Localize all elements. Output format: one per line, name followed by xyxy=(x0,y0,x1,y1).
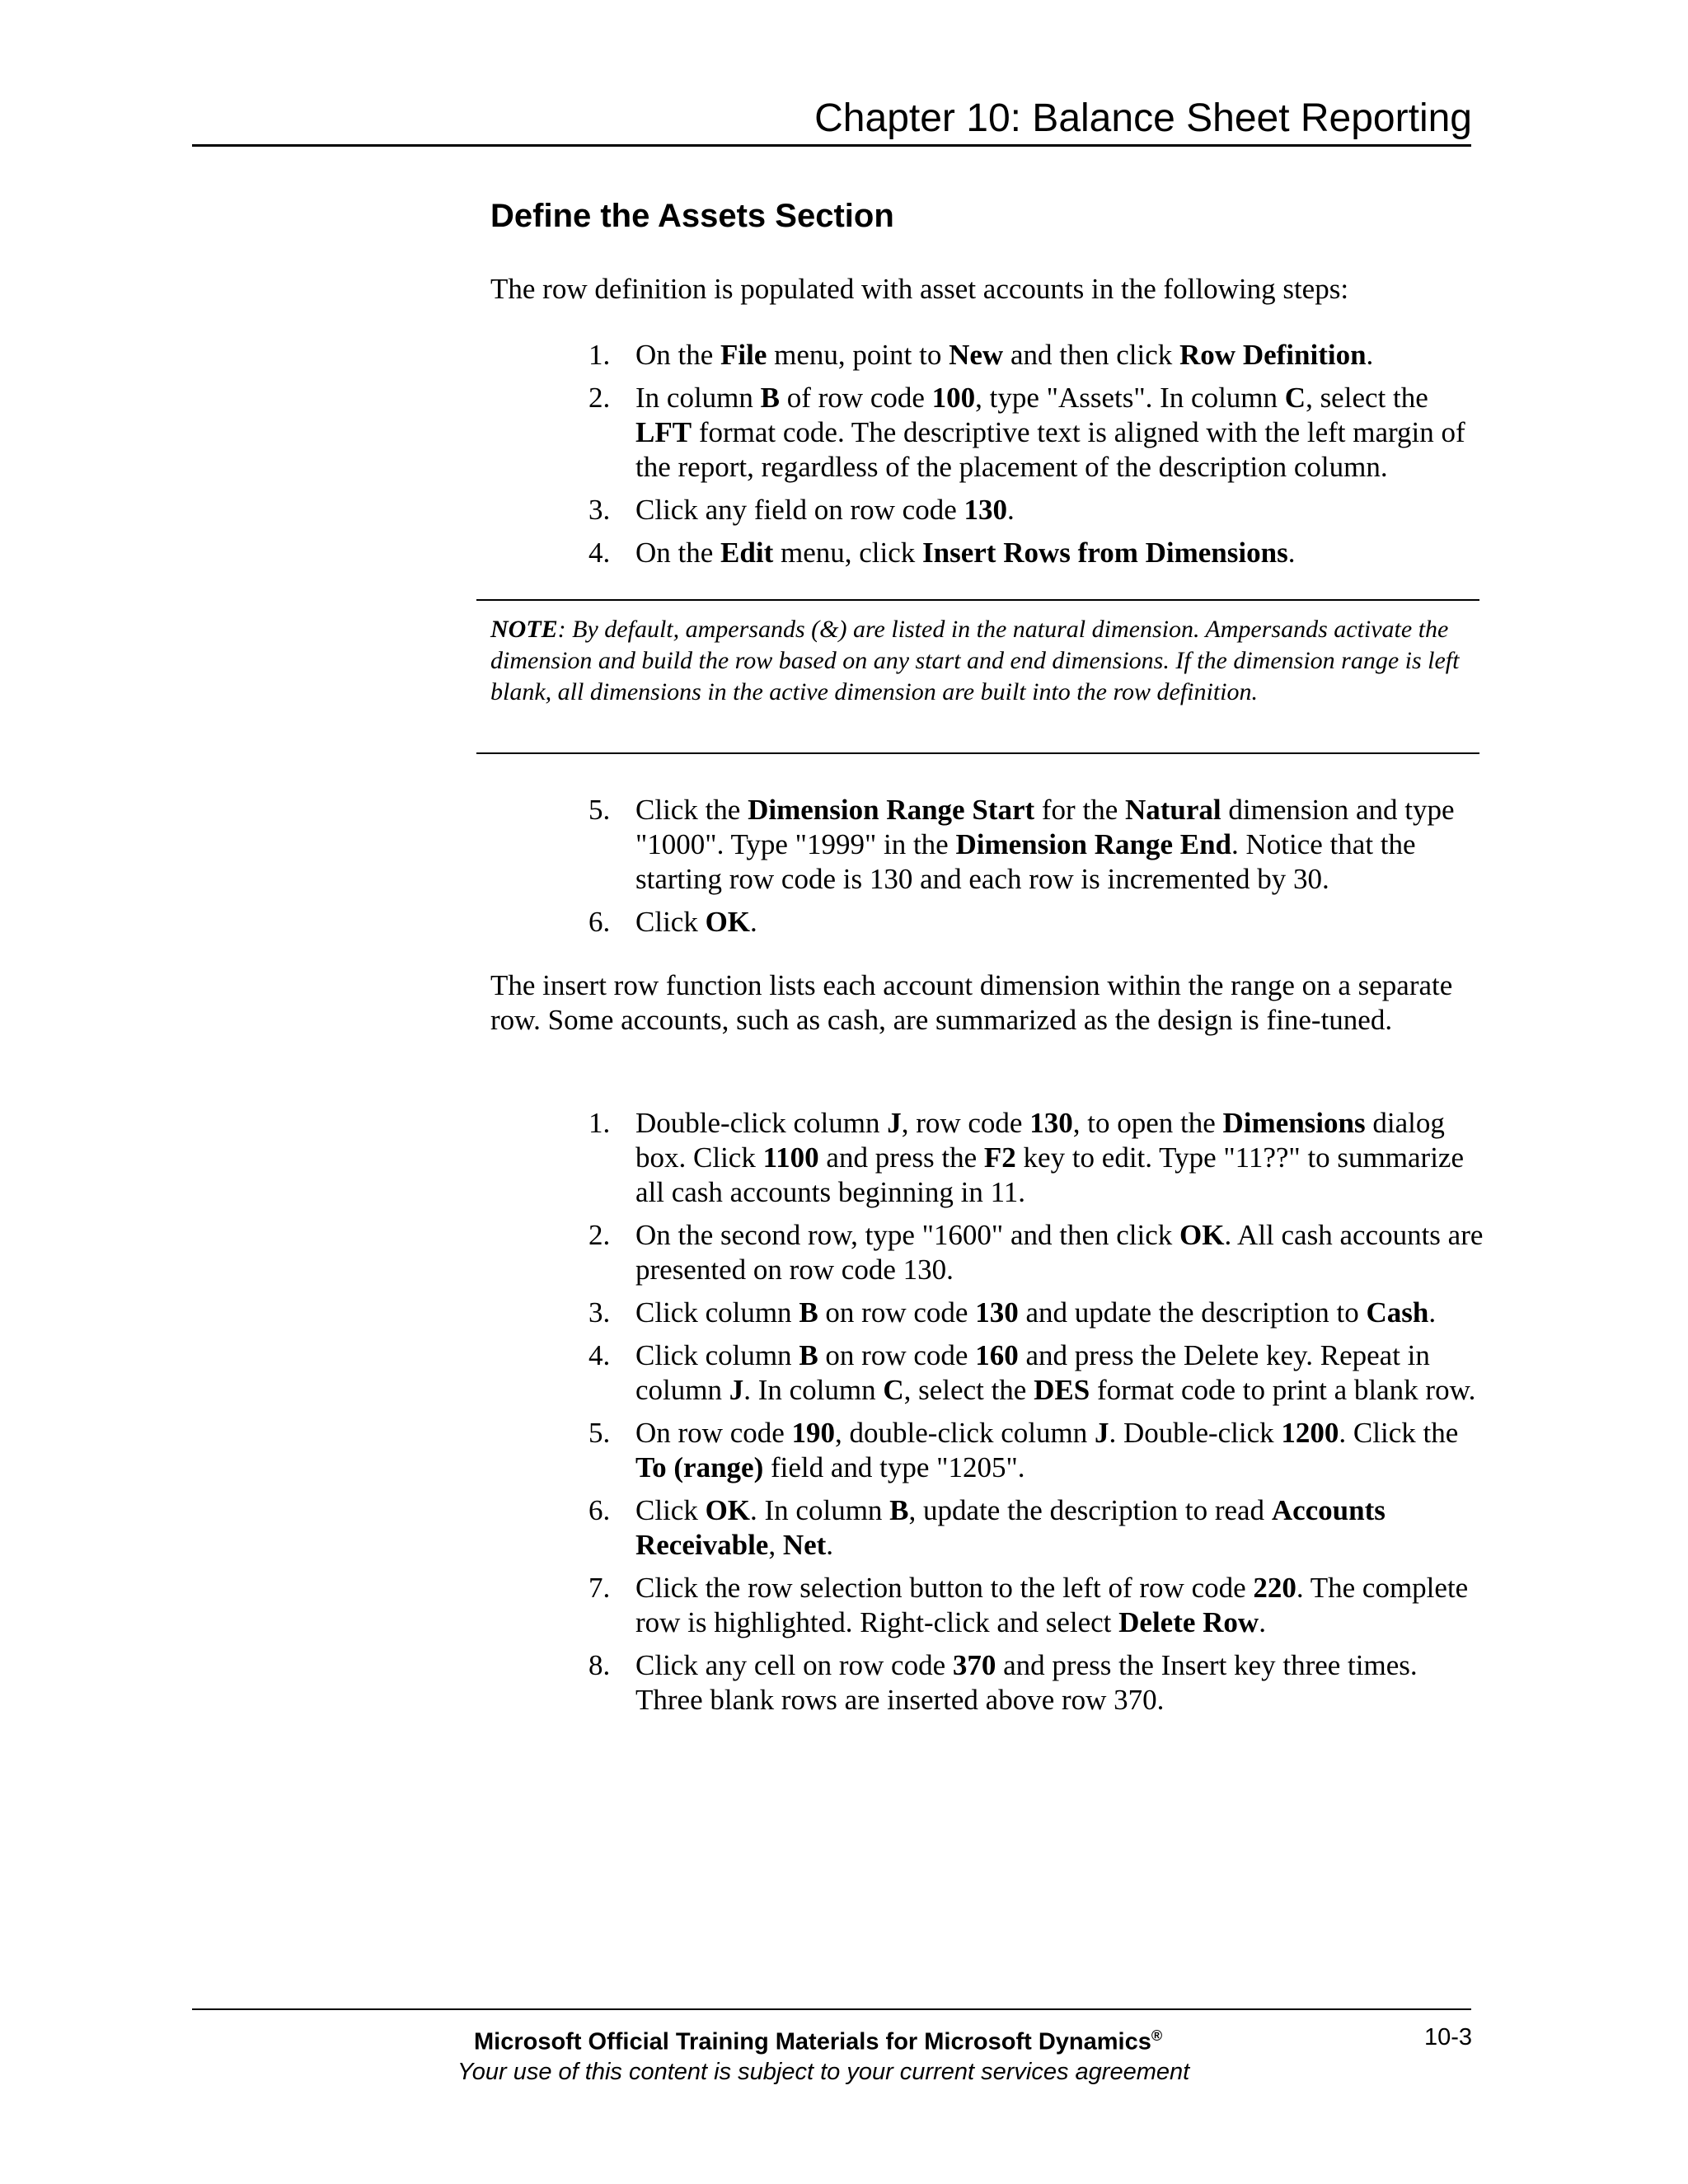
step-text-run: . In column xyxy=(750,1494,890,1526)
step-item xyxy=(579,905,1486,940)
step-text-run: On row code xyxy=(635,1417,792,1449)
step-text-run: , select the xyxy=(1306,382,1428,414)
step-text xyxy=(635,1649,1418,1716)
step-text xyxy=(635,1417,1458,1483)
step-text-run: dimension and type "1000". Type "1999" in the xyxy=(635,794,1455,860)
step-item xyxy=(579,1106,1486,1210)
note-label: NOTE xyxy=(490,616,558,643)
step-emphasis: Insert Rows from Dimensions xyxy=(922,537,1288,569)
step-emphasis: DES xyxy=(1034,1374,1090,1406)
step-emphasis: Dimension Range End xyxy=(955,828,1232,860)
step-text-run: dialog box. Click xyxy=(635,1107,1445,1174)
steps-list-part1 xyxy=(579,338,1486,579)
section-heading: Define the Assets Section xyxy=(490,198,894,234)
step-emphasis: 220 xyxy=(1253,1572,1296,1604)
step-emphasis: B xyxy=(760,382,780,414)
footer-title-text: Microsoft Official Training Materials for Microsoft Dynamics xyxy=(474,2028,1151,2055)
step-number: 1. xyxy=(588,339,611,371)
step-emphasis: OK xyxy=(705,906,751,938)
step-text-run: and press the Delete key. Repeat in column xyxy=(635,1339,1430,1406)
step-number: 4. xyxy=(588,537,611,569)
step-number: 2. xyxy=(588,382,611,414)
step-text-run: and press the Insert key three times. Three blank rows are inserted above row 370. xyxy=(635,1649,1418,1716)
step-text-run: . xyxy=(1428,1296,1437,1329)
step-text-run: . Click the xyxy=(1339,1417,1459,1449)
step-text-run: . xyxy=(1259,1606,1266,1638)
step-text-run: , update the description to read xyxy=(908,1494,1272,1526)
step-item xyxy=(579,1416,1486,1485)
step-emphasis: Cash xyxy=(1366,1296,1429,1329)
step-text-run: and update the description to xyxy=(1018,1296,1367,1329)
intro-paragraph: The row definition is populated with asset accounts in the following steps: xyxy=(490,273,1349,305)
step-emphasis: J xyxy=(729,1374,744,1406)
step-item xyxy=(579,1493,1486,1563)
page-number: 10-3 xyxy=(1423,2024,1472,2050)
step-text-run: , double-click column xyxy=(835,1417,1095,1449)
step-text-run: and then click xyxy=(1003,339,1180,371)
steps-list-part2 xyxy=(579,793,1486,948)
step-number: 6. xyxy=(588,1494,611,1526)
step-emphasis: 1100 xyxy=(762,1141,819,1174)
step-emphasis: OK xyxy=(1179,1219,1225,1251)
step-text-run: Click any field on row code xyxy=(635,494,964,526)
step-text-run: format code to print a blank row. xyxy=(1090,1374,1476,1406)
step-text-run: Click any cell on row code xyxy=(635,1649,953,1681)
step-emphasis: F2 xyxy=(983,1141,1016,1174)
step-text-run: field and type "1205". xyxy=(763,1451,1025,1483)
step-item xyxy=(579,338,1486,373)
step-emphasis: 100 xyxy=(931,382,976,414)
step-emphasis: Dimension Range Start xyxy=(748,794,1035,826)
step-item xyxy=(579,1571,1486,1640)
step-text-run: On the second row, type "1600" and then click xyxy=(635,1219,1180,1251)
step-number: 4. xyxy=(588,1339,611,1371)
step-text-run: Click column xyxy=(635,1339,799,1371)
step-emphasis: B xyxy=(799,1296,818,1329)
step-text xyxy=(635,1572,1468,1638)
step-text xyxy=(635,1296,1436,1329)
step-number: 7. xyxy=(588,1572,611,1604)
note-rule-top xyxy=(476,599,1479,601)
step-text-run: . In column xyxy=(743,1374,884,1406)
step-text-run: format code. The descriptive text is aligned with the left margin of the report, regardless of the placement of the description column. xyxy=(635,416,1465,483)
step-emphasis: Edit xyxy=(720,537,774,569)
step-emphasis: Delete Row xyxy=(1118,1606,1259,1638)
step-item xyxy=(579,1296,1486,1330)
step-emphasis: LFT xyxy=(635,416,692,448)
step-emphasis: Dimensions xyxy=(1222,1107,1366,1139)
note-rule-bottom xyxy=(476,752,1479,754)
step-emphasis: 130 xyxy=(975,1296,1019,1329)
step-text-run: . Notice that the starting row code is 130 and each row is incremented by 30. xyxy=(635,828,1416,895)
step-item xyxy=(579,381,1486,485)
step-emphasis: Net xyxy=(782,1529,827,1561)
step-text xyxy=(635,537,1295,569)
chapter-title: Chapter 10: Balance Sheet Reporting xyxy=(814,96,1472,140)
step-emphasis: 1200 xyxy=(1281,1417,1339,1449)
step-text-run: Click the row selection button to the left of row code xyxy=(635,1572,1254,1604)
step-emphasis: Accounts Receivable xyxy=(635,1494,1386,1561)
step-text-run: menu, point to xyxy=(767,339,950,371)
step-item xyxy=(579,1218,1486,1287)
step-text xyxy=(635,1107,1464,1208)
step-text-run: Click column xyxy=(635,1296,799,1329)
step-text xyxy=(635,1339,1475,1406)
step-number: 2. xyxy=(588,1219,611,1251)
step-number: 3. xyxy=(588,494,611,526)
step-text-run: , to open the xyxy=(1072,1107,1223,1139)
step-text-run: Click xyxy=(635,906,706,938)
summary-paragraph: The insert row function lists each account dimension within the range on a separate row. Some accounts, such as cash, are summarized as the design is fine-tuned. xyxy=(490,969,1453,1036)
step-emphasis: C xyxy=(883,1374,904,1406)
step-text xyxy=(635,1494,1386,1561)
step-text-run: Double-click column xyxy=(635,1107,888,1139)
step-text-run: menu, click xyxy=(773,537,923,569)
step-item xyxy=(579,1338,1486,1408)
step-emphasis: J xyxy=(887,1107,902,1139)
step-text-run: In column xyxy=(635,382,761,414)
step-text-run: , select the xyxy=(903,1374,1034,1406)
step-text-run: Click the xyxy=(635,794,748,826)
step-item xyxy=(579,1648,1486,1718)
step-text-run: . All cash accounts are presented on row code 130. xyxy=(635,1219,1484,1286)
step-text xyxy=(635,494,1015,526)
step-text xyxy=(635,794,1455,895)
step-emphasis: B xyxy=(799,1339,818,1371)
step-emphasis: File xyxy=(720,339,767,371)
registered-mark: ® xyxy=(1151,2027,1163,2044)
step-emphasis: J xyxy=(1094,1417,1109,1449)
step-text-run: , type "Assets". In column xyxy=(975,382,1285,414)
step-text-run: and press the xyxy=(818,1141,984,1174)
step-text-run: . Double-click xyxy=(1109,1417,1282,1449)
note-box xyxy=(490,614,1463,708)
step-text-run: of row code xyxy=(780,382,932,414)
step-number: 8. xyxy=(588,1649,611,1681)
step-emphasis: 130 xyxy=(964,494,1008,526)
step-text-run: . The complete row is highlighted. Right-click and select xyxy=(635,1572,1469,1638)
footer-rule xyxy=(192,2008,1471,2010)
step-emphasis: 190 xyxy=(791,1417,836,1449)
step-text-run: . xyxy=(1007,494,1015,526)
step-text-run: On the xyxy=(635,537,721,569)
step-number: 5. xyxy=(588,794,611,826)
step-text-run: Click xyxy=(635,1494,706,1526)
step-text xyxy=(635,906,757,938)
step-text-run: key to edit. Type "11??" to summarize all cash accounts beginning in 11. xyxy=(635,1141,1464,1208)
step-item xyxy=(579,493,1486,527)
step-item xyxy=(579,536,1486,570)
steps-list-part3 xyxy=(579,1106,1486,1726)
step-number: 1. xyxy=(588,1107,611,1139)
step-emphasis: Natural xyxy=(1124,794,1221,826)
footer-title xyxy=(474,2027,1162,2056)
header-rule xyxy=(192,144,1471,147)
step-emphasis: New xyxy=(949,339,1004,371)
step-emphasis: Row Definition xyxy=(1179,339,1367,371)
step-emphasis: 130 xyxy=(1029,1107,1073,1139)
step-text-run: on row code xyxy=(818,1339,976,1371)
step-emphasis: B xyxy=(889,1494,909,1526)
step-emphasis: C xyxy=(1284,382,1306,414)
step-text-run: On the xyxy=(635,339,721,371)
step-text-run: , row code xyxy=(901,1107,1030,1139)
step-text xyxy=(635,382,1465,483)
step-text-run: , xyxy=(768,1529,783,1561)
step-number: 3. xyxy=(588,1296,611,1329)
step-item xyxy=(579,793,1486,897)
step-text-run: on row code xyxy=(818,1296,976,1329)
step-number: 6. xyxy=(588,906,611,938)
step-emphasis: To (range) xyxy=(635,1451,764,1483)
footer-notice: Your use of this content is subject to your current services agreement xyxy=(457,2059,1190,2085)
step-text xyxy=(635,1219,1483,1286)
step-text xyxy=(635,339,1373,371)
step-text-run: . xyxy=(1366,339,1374,371)
step-number: 5. xyxy=(588,1417,611,1449)
step-emphasis: OK xyxy=(705,1494,751,1526)
step-emphasis: 160 xyxy=(975,1339,1019,1371)
step-text-run: . xyxy=(750,906,757,938)
step-emphasis: 370 xyxy=(952,1649,996,1681)
step-text-run: . xyxy=(826,1529,834,1561)
step-text-run: . xyxy=(1287,537,1296,569)
note-text: : By default, ampersands (&) are listed in the natural dimension. Ampersands activate the dimension and build the row based on any start and end dimensions. If the dimension range is left blank, all dimensions in the active dimension are built into the row definition. xyxy=(490,616,1460,705)
step-text-run: for the xyxy=(1034,794,1125,826)
